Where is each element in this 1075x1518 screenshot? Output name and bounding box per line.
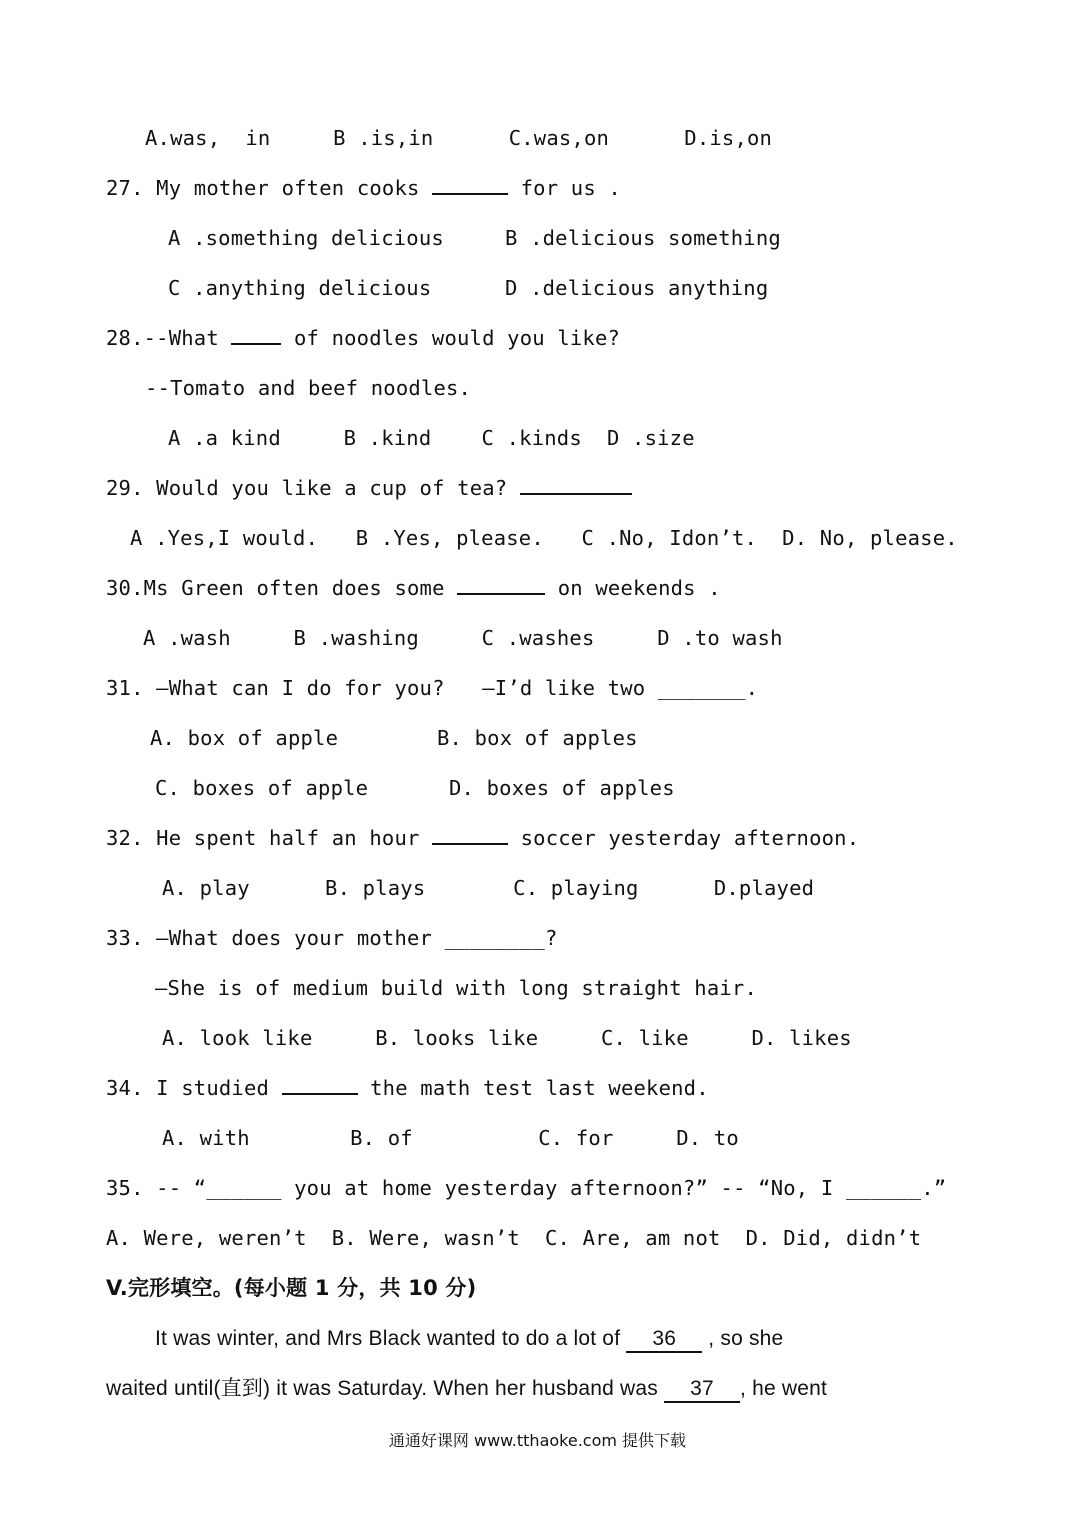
q27-question: 27. My mother often cooks for us . — [106, 176, 621, 200]
q27-option-b: B .delicious something — [505, 226, 781, 250]
cloze-blank-37: 37 — [664, 1377, 740, 1403]
q34-question: 34. I studied the math test last weekend. — [106, 1076, 709, 1100]
q34-options: A. with B. of C. for D. to — [162, 1126, 739, 1150]
q31-option-a: A. box of apple — [150, 726, 339, 750]
q28-options: A .a kind B .kind C .kinds D .size — [168, 426, 695, 450]
q33-answer: —She is of medium build with long straight hair. — [155, 976, 758, 1000]
q33-options: A. look like B. looks like C. like D. likes — [162, 1026, 852, 1050]
q35-question: 35. -- “______ you at home yesterday afternoon?” -- “No, I ______.” — [106, 1176, 947, 1200]
q26-options: A.was, in B .is,in C.was,on D.is,on — [145, 126, 773, 150]
q31-option-c: C. boxes of apple — [155, 776, 369, 800]
q32-options: A. play B. plays C. playing D.played — [162, 876, 815, 900]
q29-options: A .Yes,I would. B .Yes, please. C .No, Idon’t. D. No, please. — [130, 526, 958, 550]
q27-option-a: A .something delicious — [168, 226, 444, 250]
q27-option-c: C .anything delicious — [168, 276, 432, 300]
answer-blank — [432, 175, 508, 195]
q28-question: 28.--What of noodles would you like? — [106, 326, 621, 350]
q31-question: 31. —What can I do for you? —I’d like two _______. — [106, 676, 759, 700]
q31-option-d: D. boxes of apples — [449, 776, 675, 800]
answer-blank — [520, 475, 632, 495]
q33-question: 33. —What does your mother ________? — [106, 926, 558, 950]
q27-option-d: D .delicious anything — [505, 276, 769, 300]
q35-options: A. Were, weren’t B. Were, wasn’t C. Are, am not D. Did, didn’t — [106, 1226, 922, 1250]
q29-question: 29. Would you like a cup of tea? — [106, 474, 632, 502]
answer-blank — [231, 325, 281, 345]
q28-answer: --Tomato and beef noodles. — [145, 376, 472, 400]
cloze-paragraph-line-2: waited until(直到) it was Saturday. When her husband was 37 , he went — [106, 1375, 827, 1403]
q31-option-b: B. box of apples — [437, 726, 638, 750]
section-heading: V.完形填空。(每小题 1 分，共 10 分) — [106, 1276, 477, 1300]
answer-blank — [457, 575, 545, 595]
answer-blank — [282, 1075, 358, 1095]
page-footer: 通通好课网 www.tthaoke.com 提供下载 — [388, 1431, 687, 1450]
answer-blank — [432, 825, 508, 845]
q32-question: 32. He spent half an hour soccer yesterday afternoon. — [106, 826, 860, 850]
q30-question: 30.Ms Green often does some on weekends . — [106, 576, 721, 600]
cloze-paragraph-line-1: It was winter, and Mrs Black wanted to do a lot of 36 , so she — [155, 1325, 783, 1353]
cloze-blank-36: 36 — [626, 1327, 702, 1353]
q30-options: A .wash B .washing C .washes D .to wash — [143, 626, 783, 650]
